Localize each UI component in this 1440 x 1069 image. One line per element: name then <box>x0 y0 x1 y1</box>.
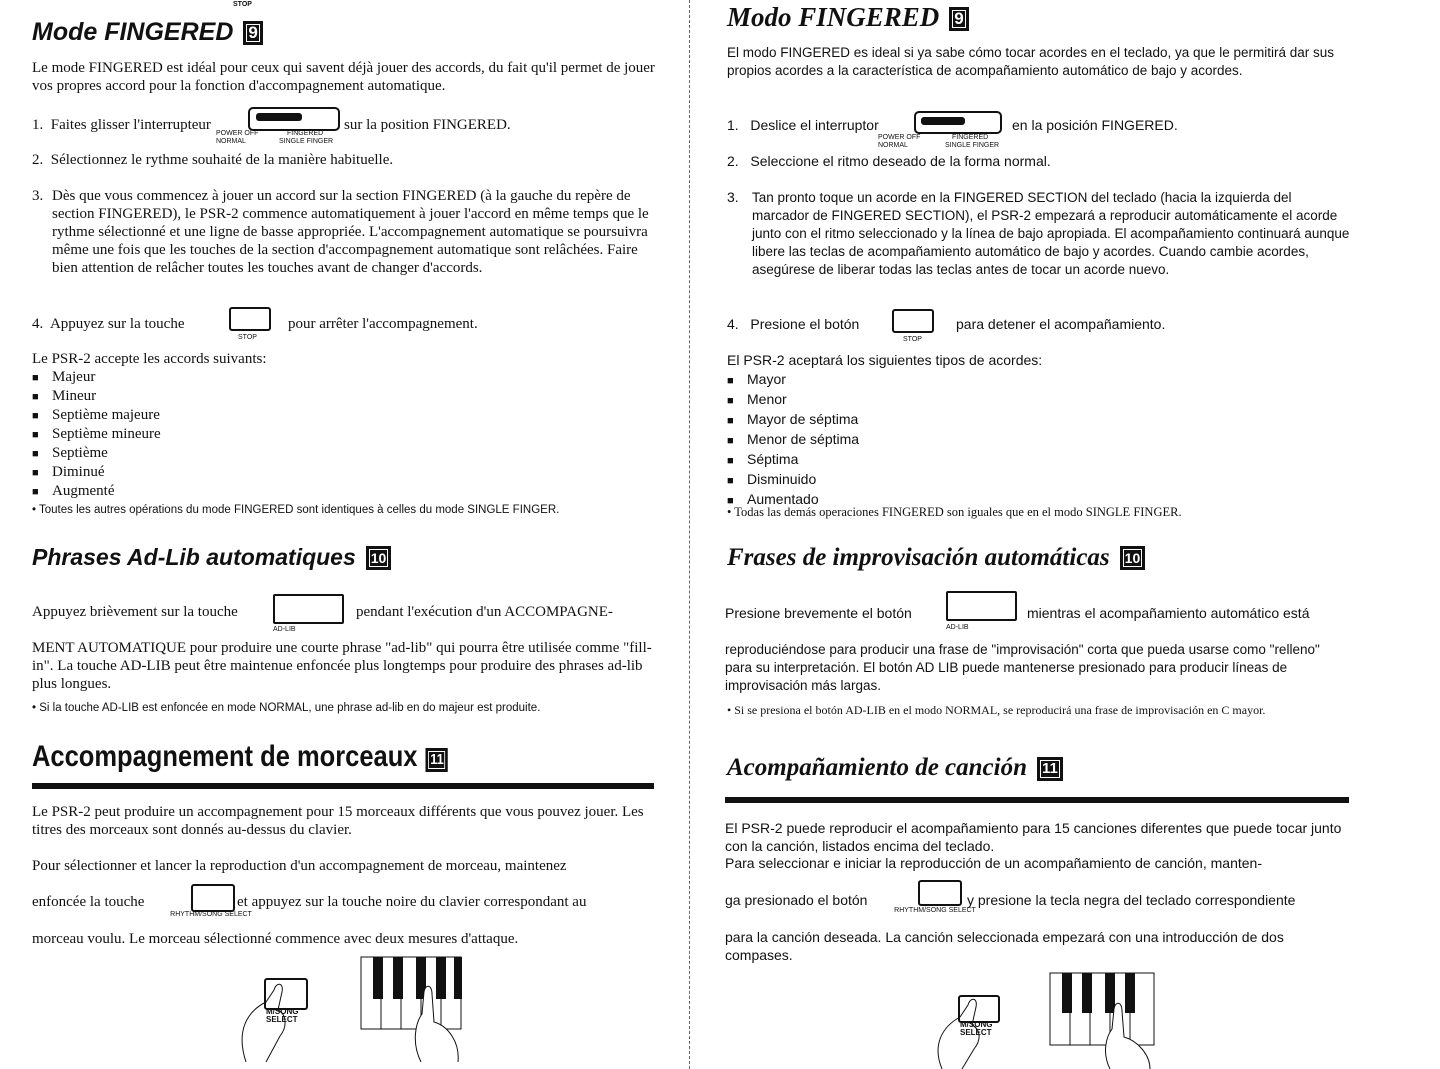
step-2: 2. Sélectionnez le rythme souhaité de la manière habituelle. <box>32 152 394 168</box>
mode-switch-icon <box>914 111 1002 134</box>
list-item: ■ Septième mineure <box>32 425 161 444</box>
left-column-french <box>0 0 690 1069</box>
illustration-button-label: M/SONG SELECT <box>266 1007 299 1024</box>
step-3-num: 3. <box>727 189 739 205</box>
section-rule <box>32 783 654 789</box>
intro-paragraph: Le mode FINGERED est idéal pour ceux qui savent déjà jouer des accords, du fait qu'il permet de jouer vos propres accord pour la fonction d'accompagnement automatique. <box>32 60 655 94</box>
illustration-button-label: M/SONG SELECT <box>960 1020 993 1037</box>
step-1-end: en la posición FINGERED. <box>1012 117 1178 133</box>
adlib-p2: reproduciéndose para producir una frase de "improvisación" corta que pueda usarse como "relleno" para su interpretación. El botón AD LIB puede mantenerse presionado para producir líneas de improvisación más largas. <box>725 642 1320 693</box>
rhythm-song-key-label: RHYTHM/SONG SELECT <box>170 911 252 918</box>
switch-label-power-off: POWER OFF <box>878 134 921 141</box>
section-title-song: Accompagnement de morceaux 11 <box>32 740 448 774</box>
step-1-end: sur la position FINGERED. <box>344 117 511 133</box>
fingered-note: • Toutes les autres opérations du mode FINGERED sont identiques à celles du mode SINGLE FINGER. <box>32 504 560 516</box>
adlib-p1: Appuyez brièvement sur la touche <box>32 604 238 620</box>
step-1: 1. Deslice el interruptor <box>727 117 879 133</box>
section-badge: 9 <box>243 21 262 45</box>
switch-label-fingered: FINGERED <box>287 130 324 137</box>
step-4: 4. Appuyez sur la touche <box>32 316 185 332</box>
stop-key-icon <box>229 307 271 331</box>
adlib-note: • Si se presiona el botón AD-LIB en el modo NORMAL, se reproducirá una frase de improvisación en C mayor. <box>727 703 1266 717</box>
mode-switch-icon <box>248 107 340 131</box>
song-p4: morceau voulu. Le morceau sélectionné commence avec deux mesures d'attaque. <box>32 931 519 947</box>
list-item: ■ Septième majeure <box>32 406 161 425</box>
stop-key-icon <box>892 309 934 333</box>
section-badge: 10 <box>1120 546 1146 570</box>
rhythm-song-key-label: RHYTHM/SONG SELECT <box>894 907 976 914</box>
section-rule <box>725 797 1349 803</box>
list-item: ■ Majeur <box>32 368 161 387</box>
adlib-p1-end: mientras el acompañamiento automático está <box>1027 605 1310 621</box>
section-title-fingered: Mode FINGERED 9 <box>32 18 263 47</box>
step-4-end: para detener el acompañamiento. <box>956 316 1166 332</box>
list-item: ■ Mayor de séptima <box>727 410 859 430</box>
list-item: ■ Menor de séptima <box>727 430 859 450</box>
list-item: ■ Septième <box>32 444 161 463</box>
right-column-spanish <box>692 0 1440 1069</box>
step-2: 2. Seleccione el ritmo deseado de la forma normal. <box>727 153 1051 169</box>
adlib-key-label: AD-LIB <box>946 624 969 631</box>
stop-key-label: STOP <box>903 336 922 343</box>
rhythm-song-key-icon <box>918 880 962 906</box>
list-item: ■ Augmenté <box>32 482 161 501</box>
step-3-num: 3. <box>32 188 44 204</box>
step-4-end: pour arrêter l'accompagnement. <box>288 316 478 332</box>
chord-list <box>727 370 859 510</box>
rhythm-song-key-icon <box>191 884 235 912</box>
adlib-note: • Si la touche AD-LIB est enfoncée en mode NORMAL, une phrase ad-lib en do majeur est produite. <box>32 702 541 714</box>
song-select-illustration <box>920 965 1170 1069</box>
step-1: 1. Faites glisser l'interrupteur <box>32 117 211 133</box>
song-p3: enfoncée la touche <box>32 894 145 910</box>
song-p2: Para seleccionar e iniciar la reproducción de un acompañamiento de canción, manten- <box>725 855 1262 871</box>
adlib-p1-end: pendant l'exécution d'un ACCOMPAGNE- <box>356 604 613 620</box>
switch-label-normal: NORMAL <box>878 142 908 149</box>
chord-list <box>32 368 161 501</box>
stop-key-label: STOP <box>238 334 257 341</box>
step-3: Tan pronto toque un acorde en la FINGERED SECTION del teclado (hacia la izquierda del marcador de FINGERED SECTION), el PSR-2 empezará a reproducir automáticamente el acorde junto con el ritmo seleccionado y la línea de bajo apropiada. El acompañamiento continuará aunque libere las teclas de acompañamiento automático de bajo y acordes. Cuando cambie acordes, asegúrese de liberar todas las teclas antes de tocar un acorde nuevo. <box>752 190 1350 277</box>
section-badge: 10 <box>366 546 392 570</box>
switch-label-power-off: POWER OFF <box>216 130 259 137</box>
song-p4: para la canción deseada. La canción seleccionada empezará con una introducción de dos compases. <box>725 929 1284 963</box>
adlib-key-label: AD-LIB <box>273 626 296 633</box>
list-item: ■ Menor <box>727 390 859 410</box>
list-item: ■ Mayor <box>727 370 859 390</box>
list-item: ■ Diminué <box>32 463 161 482</box>
list-item: ■ Disminuido <box>727 470 859 490</box>
section-title-song: Acompañamiento de canción 11 <box>727 754 1063 782</box>
song-p3-end: et appuyez sur la touche noire du clavier correspondant au <box>237 894 587 910</box>
adlib-key-icon <box>273 594 344 624</box>
section-title-adlib: Frases de improvisación automáticas 10 <box>727 544 1145 572</box>
switch-label-normal: NORMAL <box>216 138 246 145</box>
adlib-key-icon <box>946 591 1017 621</box>
hand-keyboard-drawing <box>226 952 476 1064</box>
song-p3: ga presionado el botón <box>725 892 868 908</box>
song-p3-end: y presione la tecla negra del teclado correspondiente <box>967 892 1296 908</box>
intro-paragraph: El modo FINGERED es ideal si ya sabe cómo tocar acordes en el teclado, ya que le permitirá dar sus propios acordes a la característica de acompañamiento automático de bajo y acordes. <box>727 45 1335 78</box>
switch-label-single-finger: SINGLE FINGER <box>945 142 1000 149</box>
song-p2: Pour sélectionner et lancer la reproduction d'un accompagnement de morceau, maintenez <box>32 858 567 874</box>
section-badge: 11 <box>1037 757 1063 781</box>
switch-label-fingered: FINGERED <box>952 134 989 141</box>
song-select-illustration <box>226 952 476 1064</box>
section-title-adlib: Phrases Ad-Lib automatiques 10 <box>32 544 391 571</box>
chords-intro: Le PSR-2 accepte les accords suivants: <box>32 351 267 367</box>
list-item: ■ Séptima <box>727 450 859 470</box>
song-p1: El PSR-2 puede reproducir el acompañamiento para 15 canciones diferentes que puede tocar junto con la canción, listados encima del teclado. <box>725 820 1342 854</box>
hand-keyboard-drawing <box>920 965 1170 1069</box>
section-badge: 11 <box>426 748 448 772</box>
adlib-p2: MENT AUTOMATIQUE pour produire une courte phrase "ad-lib" qui pourra être utilisée comme "fill-in". La touche AD-LIB peut être maintenue enfoncée plus longtemps pour produire des phrases ad-lib plus longues. <box>32 640 652 692</box>
step-3: Dès que vous commencez à jouer un accord sur la section FINGERED (à la gauche du repère de section FINGERED), le PSR-2 commence automatiquement à jouer l'accord en même temps que le rythme sélectionné et une ligne de basse appropriée. L'accompagnement automatique se poursuivra même une fois que les touches de la section d'accompagnement automatique sont relâchées. Faire bien attention de relâcher toutes les touches avant de changer d'accords. <box>52 188 649 276</box>
list-item: ■ Aumentado <box>727 490 859 510</box>
song-p1: Le PSR-2 peut produire un accompagnement pour 15 morceaux différents que vous pouvez jouer. Les titres des morceaux sont donnés au-dessus du clavier. <box>32 804 644 838</box>
list-item: ■ Mineur <box>32 387 161 406</box>
step-4: 4. Presione el botón <box>727 316 860 332</box>
top-stop-label: STOP <box>233 1 252 8</box>
section-title-fingered: Modo FINGERED 9 <box>727 2 969 33</box>
adlib-p1: Presione brevemente el botón <box>725 605 912 621</box>
fingered-note: • Todas las demás operaciones FINGERED son iguales que en el modo SINGLE FINGER. <box>727 505 1182 519</box>
switch-label-single-finger: SINGLE FINGER <box>279 138 334 145</box>
section-badge: 9 <box>949 7 968 31</box>
chords-intro: El PSR-2 aceptará los siguientes tipos de acordes: <box>727 352 1043 368</box>
